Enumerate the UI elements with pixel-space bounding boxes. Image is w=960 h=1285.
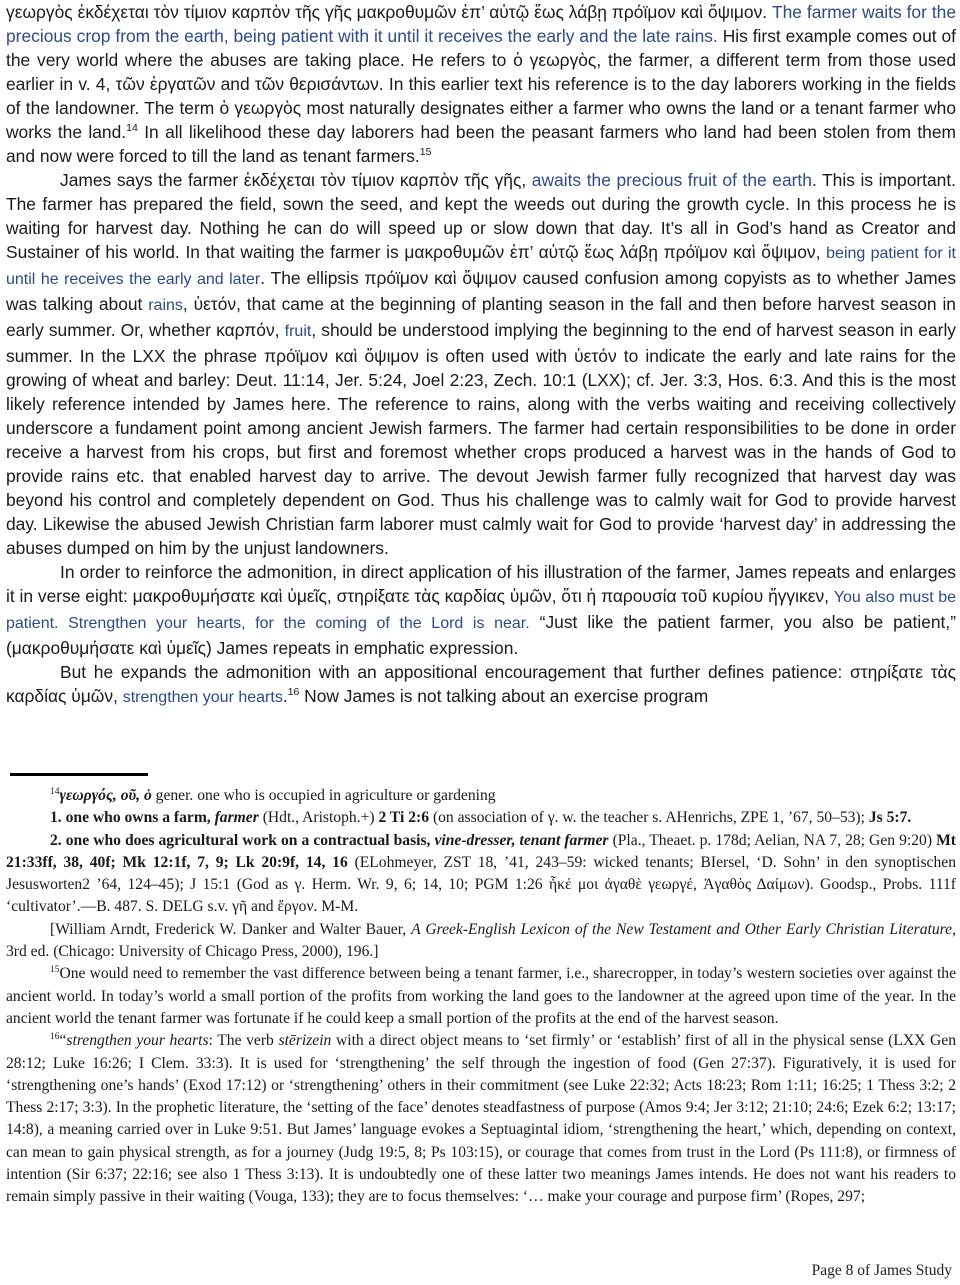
footnote-phrase: strengthen your hearts bbox=[66, 1032, 209, 1050]
greek-text: γεωργὸς ἐκδέχεται τὸν τίμιον καρπὸν τῆς γῆς μακροθυμῶν ἐπ’ αὐτῷ ἕως λάβῃ πρόϊμον καὶ ὄψιμον. bbox=[6, 2, 773, 22]
footnote-text: with a direct object means to ‘set firmly’ or ‘establish’ first of all in the physical sense (LXX Gen 28:12; Luke 16:26; I Clem. 33:3). It is used for ‘strengthening’ the self through the ingestion of food (Gen 27:37). Figuratively, it is used for ‘strengthening one’s hands’ (Exod 17:12) or ‘strengthening’ others in their commitment (see Luke 22:32; Acts 18:23; Rom 1:11; 16:25; 1 Thess 3:2; 2 Thess 2:17; 3:3). In the prophetic literature, the ‘setting of the face’ denotes steadfastness of purpose (Amos 9:4; Jer 3:12; 21:10; 24:6; Ezek 6:2; 13:17; 14:8), a meaning carried over in Luke 9:51. But James’ language evokes a Septuagintal idiom, ‘strengthening the heart,’ which, depending on context, can mean to gain physical strength, as for a journey (Judg 19:5, 8; Ps 103:15), or courage that comes from trust in the Lord (Ps 111:8), or firmness of intention (Sir 6:37; 22:16; see also 1 Thess 3:13). It is undoubtedly one of these latter two meanings James intends. He does not want his readers to remain simply passive in their waiting (Vouga, 133); they are to focus themselves: ‘… make your courage and purpose firm’ (Ropes, 297; bbox=[6, 1032, 957, 1206]
footnotes bbox=[6, 785, 956, 1209]
footnote-15 bbox=[6, 963, 956, 1030]
footnote-text: : The verb bbox=[208, 1032, 279, 1050]
paragraph-2 bbox=[6, 168, 956, 560]
body-text: , should be understood implying the beginning to the end of harvest season in early summer. In the LXX the phrase πρόϊμον καὶ ὄψιμον is often used with ὑετόν to indicate the early and late rains for the growing of wheat and barley: Deut. 11:14, Jer. 5:24, Joel 2:23, Zech. 10:1 (LXX); cf. Jer. 3:3, Hos. 6:3. And this is the most likely reference intended by James here. The reference to rains, along with the verbs waiting and receiving collectively underscore a fundament point among ancient Jewish farmers. The farmer had certain responsibilities to be done in order receive a harvest from his crops, but first and foremost whether crops produced a harvest was in the hands of God to provide rains etc. that enabled harvest day to arrive. The devout Jewish farmer fully recognized that harvest day was beyond his control and completely dependent on God. Thus his challenge was to calmly wait for God to provide harvest day. Likewise the abused Jewish Christian farm laborer must calmly wait for God to provide ‘harvest day’ in addressing the abuses dumped on him by the unjust landowners. bbox=[6, 320, 957, 558]
body-text: In order to reinforce the admonition, in direct application of his illustration of the farmer, James repeats and enlarges it in verse eight: μακροθυμήσατε καὶ ὑμεῖς, στηρίξατε τὰς καρδίας ὑμῶν, ὅτι ἡ παρουσία τοῦ κυρίου ἤγγικεν, bbox=[6, 562, 956, 606]
paragraph-1 bbox=[6, 0, 956, 168]
gloss: farmer bbox=[214, 809, 259, 827]
body-text: . This is important. The farmer has prepared the field, sown the seed, and kept the weeds out during the growth cycle. In this process he is waiting for harvest day. Nothing he can do will speed up or slow down that day. It’s all in God’s hand as Creator and Sustainer of his world. In that waiting the farmer is μακροθυμῶν ἐπ’ αὐτῷ ἕως λάβῃ πρόϊμον καὶ ὄψιμον, bbox=[6, 170, 957, 262]
body-text: But he expands the admonition with an appositional encouragement that further defines patience: στηρίξατε τὰς καρδίας ὑμῶν, bbox=[6, 662, 956, 706]
footnote-16 bbox=[6, 1030, 956, 1208]
footnote-number: 16 bbox=[50, 1032, 60, 1043]
translation-text: being patient for it until he receives the early and later bbox=[6, 245, 956, 288]
footnote-ref-16[interactable]: 16 bbox=[287, 686, 300, 699]
citation-text: , 3rd ed. (Chicago: University of Chicago Press, 2000), 196.] bbox=[6, 920, 956, 961]
footnote-text: (on association of γ. w. the teacher s. AHenrichs, ZPE 1, ’67, 50–53); bbox=[429, 809, 869, 827]
footnote-ref-14[interactable]: 14 bbox=[126, 122, 138, 135]
translation-text: rains bbox=[148, 297, 183, 314]
translation-text: fruit bbox=[284, 323, 312, 340]
footnote-term: stērizein bbox=[278, 1032, 332, 1050]
footnote-text: (Pla., Theaet. p. 178d; Aelian, NA 7, 28; Gen 9:20) bbox=[608, 831, 937, 849]
body-text: . bbox=[282, 686, 288, 706]
footnote-14 bbox=[6, 785, 956, 807]
translation-text: The farmer waits for the precious crop from the earth, being patient with it until it receives the early and the late rains. bbox=[6, 2, 956, 46]
sense-heading: 2. one who does agricultural work on a contractual basis, bbox=[50, 831, 435, 849]
footnote-text: (ELohmeyer, ZST 18, ’41, 243–59: wicked tenants; BIersel, ‘D. Sohn’ in den synoptischen Jesusworten2 ’64, 124–45); J 15:1 (God as γ. Herm. Wr. 9, 6; 14, 10; PGM 1:26 ἧκέ μοι ἀγαθὲ γεωργέ, Ἀγαθὸς Δαίμων). Goodsp., Probs. 111f ‘cultivator’.—B. 487. S. DELG s.v. γῆ and ἔργον. M-M. bbox=[6, 853, 956, 916]
footnote-divider bbox=[10, 773, 148, 776]
sense-heading: 1. one who owns a farm, bbox=[50, 809, 215, 827]
scripture-ref: Js 5:7. bbox=[868, 809, 912, 827]
paragraph-3 bbox=[6, 560, 956, 660]
footnote-number: 15 bbox=[50, 965, 60, 976]
body-text: , ὑετόν, that came at the beginning of planting season in the fall and then before harvest season in early summer. Or, whether καρπόν, bbox=[6, 294, 956, 340]
footnote-14-sense-2 bbox=[6, 830, 956, 919]
translation-text: awaits the precious fruit of the earth bbox=[531, 170, 812, 190]
lexicon-headword: γεωργός, οῦ, ὁ bbox=[59, 787, 152, 804]
translation-text: You also must be patient. Strengthen your hearts, for the coming of the Lord is near. bbox=[6, 589, 956, 632]
footnote-number: 14 bbox=[50, 786, 60, 797]
translation-text: strengthen your hearts bbox=[122, 689, 283, 706]
body-text: . The ellipsis πρόϊμον καὶ ὄψιμον caused confusion among copyists as to whether James was talking about bbox=[6, 268, 957, 314]
page bbox=[6, 0, 956, 710]
body-text: His first example comes out of the very world where the abuses are taking place. He refers to ὁ γεωργὸς, the farmer, a different term from those used earlier in v. 4, τῶν ἐργατῶν and τῶν θερισάντων. In this earlier text his reference is to the day laborers working in the fields of the landowner. The term ὁ γεωργὸς most naturally designates either a farmer who owns the land or a tenant farmer who works the land. bbox=[6, 26, 956, 142]
gloss: vine-dresser, tenant farmer bbox=[434, 831, 609, 849]
footnote-ref-15[interactable]: 15 bbox=[419, 146, 432, 159]
page-footer: Page 8 of James Study bbox=[811, 1262, 952, 1279]
citation-text: [William Arndt, Frederick W. Danker and Walter Bauer, bbox=[50, 920, 412, 938]
footnote-14-citation bbox=[6, 919, 956, 964]
book-title: A Greek-English Lexicon of the New Testament and Other Early Christian Literature bbox=[411, 920, 953, 938]
main-text bbox=[6, 0, 956, 710]
body-text: “Just like the patient farmer, you also be patient,” (μακροθυμήσατε καὶ ὑμεῖς) James repeats in emphatic expression. bbox=[6, 612, 956, 658]
body-text: In all likelihood these day laborers had been the peasant farmers who land had been stolen from them and now were forced to till the land as tenant farmers. bbox=[6, 122, 956, 166]
footnote-text: gener. one who is occupied in agriculture or gardening bbox=[151, 787, 496, 804]
scripture-ref: 2 Ti 2:6 bbox=[378, 809, 430, 827]
paragraph-4 bbox=[6, 660, 956, 710]
scripture-ref: Mt 21:33ff, 38, 40f; Mk 12:1f, 7, 9; Lk 20:9f, 14, 16 bbox=[6, 831, 956, 871]
footnote-14-sense-1 bbox=[6, 807, 956, 829]
body-text: Now James is not talking about an exercise program bbox=[299, 686, 709, 706]
quote-mark: “ bbox=[59, 1032, 67, 1050]
footnote-text: One would need to remember the vast difference between being a tenant farmer, i.e., sharecropper, in today’s western societies over against the ancient world. In today’s world a small portion of the profits from working the land goes to the landowner at the agreed upon time of the year. In the ancient world the tenant farmer was fortunate if he could keep a small portion of the profits at the end of the harvest season. bbox=[6, 965, 956, 1027]
footnote-text: (Hdt., Aristoph.+) bbox=[258, 809, 379, 827]
body-text: James says the farmer ἐκδέχεται τὸν τίμιον καρπὸν τῆς γῆς, bbox=[60, 170, 532, 190]
